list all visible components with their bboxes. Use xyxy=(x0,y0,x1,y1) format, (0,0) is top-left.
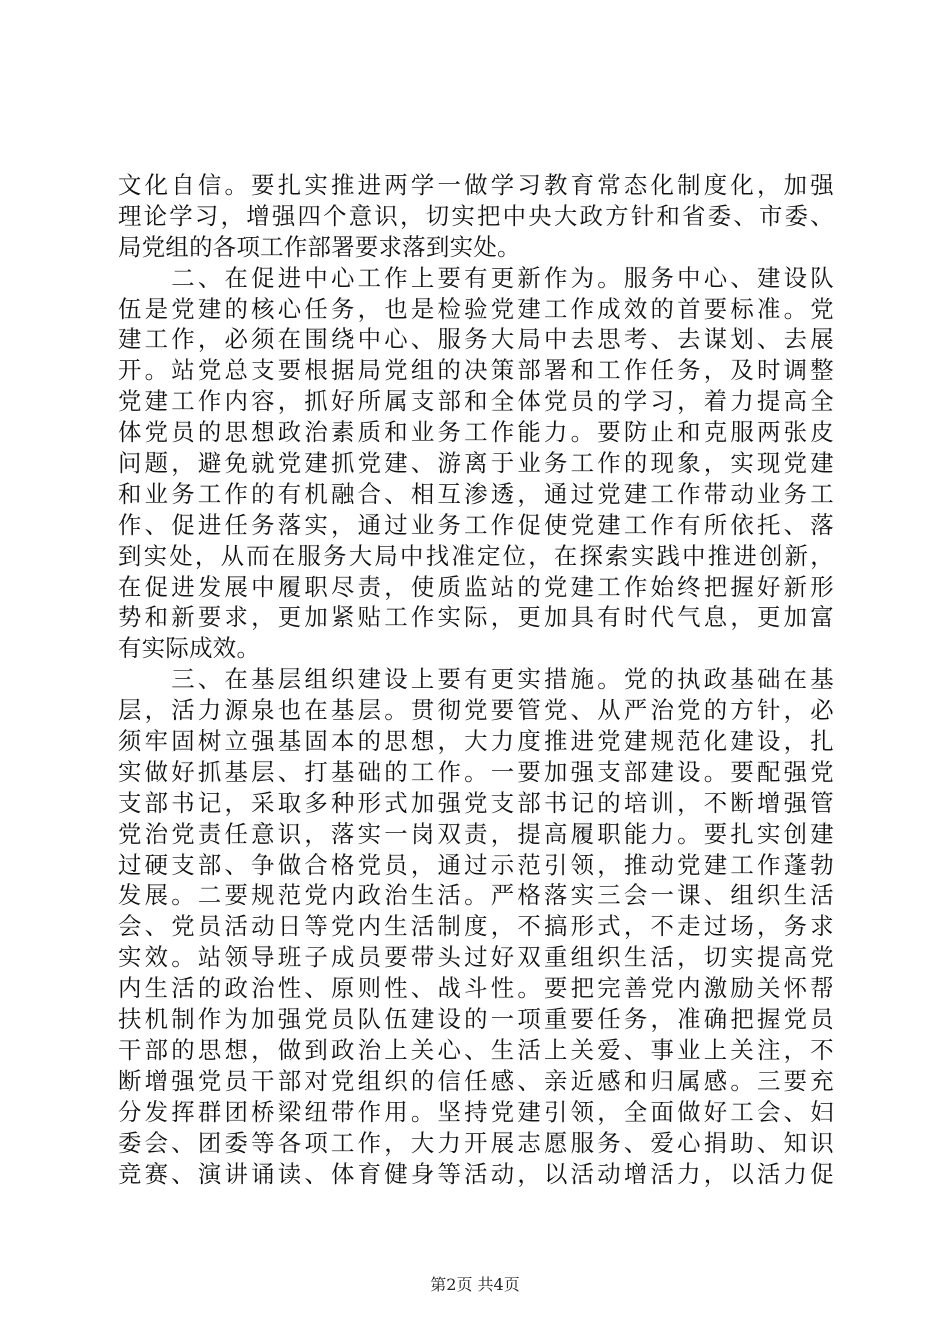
text-line: 须牢固树立强基固本的思想，大力度推进党建规范化建设，扎 xyxy=(118,727,834,756)
text-line: 委会、团委等各项工作，大力开展志愿服务、爱心捐助、知识 xyxy=(118,1128,834,1157)
text-line: 势和新要求，更加紧贴工作实际，更加具有时代气息，更加富 xyxy=(118,603,834,632)
text-line: 支部书记，采取多种形式加强党支部书记的培训，不断增强管 xyxy=(118,788,834,817)
text-line: 内生活的政治性、原则性、战斗性。要把完善党内激励关怀帮 xyxy=(118,974,834,1003)
text-line: 党建工作内容，抓好所属支部和全体党员的学习，着力提高全 xyxy=(118,387,834,416)
text-line: 体党员的思想政治素质和业务工作能力。要防止和克服两张皮 xyxy=(118,418,834,447)
document-body xyxy=(118,170,834,1189)
text-line: 三、在基层组织建设上要有更实措施。党的执政基础在基 xyxy=(118,665,834,694)
text-line: 到实处，从而在服务大局中找准定位，在探索实践中推进创新， xyxy=(118,541,834,570)
text-line: 断增强党员干部对党组织的信任感、亲近感和归属感。三要充 xyxy=(118,1066,834,1095)
text-line: 分发挥群团桥梁纽带作用。坚持党建引领，全面做好工会、妇 xyxy=(118,1097,834,1126)
text-line: 扶机制作为加强党员队伍建设的一项重要任务，准确把握党员 xyxy=(118,1005,834,1034)
page-number-footer: 第2页 共4页 xyxy=(430,1275,520,1294)
text-line: 有实际成效。 xyxy=(118,634,261,663)
text-line: 问题，避免就党建抓党建、游离于业务工作的现象，实现党建 xyxy=(118,449,834,478)
text-line: 在促进发展中履职尽责，使质监站的党建工作始终把握好新形 xyxy=(118,572,834,601)
text-line: 作、促进任务落实，通过业务工作促使党建工作有所依托、落 xyxy=(118,510,834,539)
text-line: 干部的思想，做到政治上关心、生活上关爱、事业上关注，不 xyxy=(118,1035,834,1064)
text-line: 理论学习，增强四个意识，切实把中央大政方针和省委、市委、 xyxy=(118,201,834,230)
text-line: 会、党员活动日等党内生活制度，不搞形式，不走过场，务求 xyxy=(118,912,834,941)
text-line: 文化自信。要扎实推进两学一做学习教育常态化制度化，加强 xyxy=(118,171,834,199)
text-line: 伍是党建的核心任务，也是检验党建工作成效的首要标准。党 xyxy=(118,294,834,323)
text-line: 开。站党总支要根据局党组的决策部署和工作任务，及时调整 xyxy=(118,356,834,385)
text-line: 过硬支部、争做合格党员，通过示范引领，推动党建工作蓬勃 xyxy=(118,850,834,879)
text-line: 局党组的各项工作部署要求落到实处。 xyxy=(118,232,521,261)
text-line: 建工作，必须在围绕中心、服务大局中去思考、去谋划、去展 xyxy=(118,325,834,354)
text-line: 实效。站领导班子成员要带头过好双重组织生活，切实提高党 xyxy=(118,943,834,972)
text-line: 竞赛、演讲诵读、体育健身等活动，以活动增活力，以活力促 xyxy=(118,1159,834,1188)
text-line: 层，活力源泉也在基层。贯彻党要管党、从严治党的方针，必 xyxy=(118,696,834,725)
text-line: 实做好抓基层、打基础的工作。一要加强支部建设。要配强党 xyxy=(118,757,834,786)
text-line: 二、在促进中心工作上要有更新作为。服务中心、建设队 xyxy=(118,263,834,292)
text-line: 发展。二要规范党内政治生活。严格落实三会一课、组织生活 xyxy=(118,881,834,910)
text-line: 和业务工作的有机融合、相互渗透，通过党建工作带动业务工 xyxy=(118,479,834,508)
text-line: 党治党责任意识，落实一岗双责，提高履职能力。要扎实创建 xyxy=(118,819,834,848)
